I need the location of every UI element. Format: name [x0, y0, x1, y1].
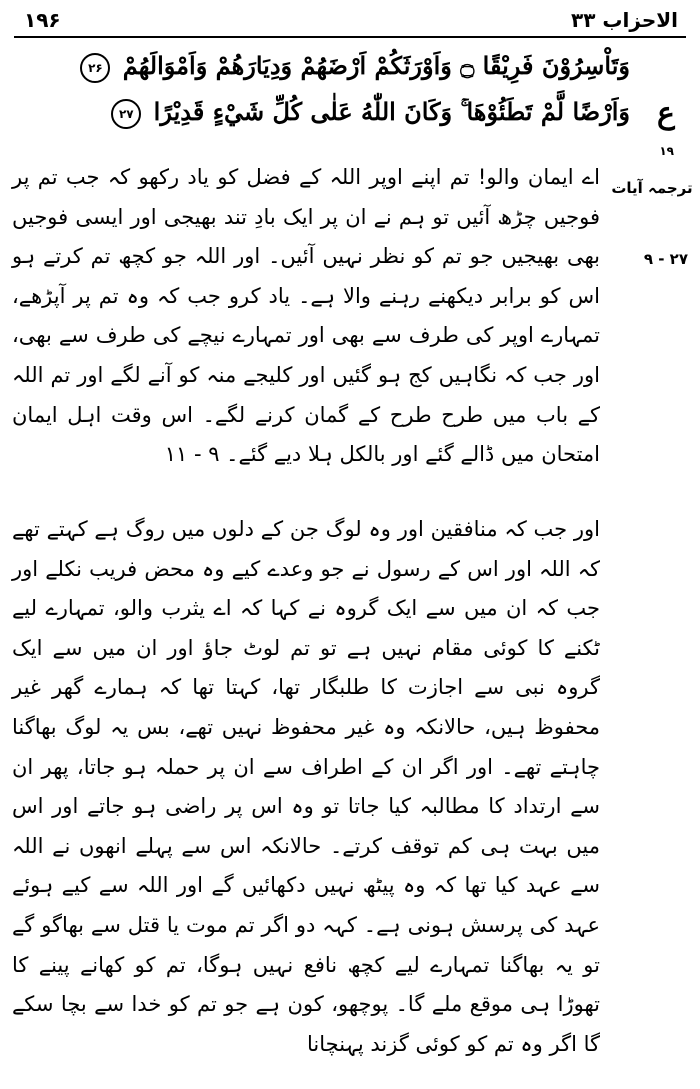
- translation-paragraph-2: [12, 510, 600, 1064]
- ayah-number-marker: ۲۶: [80, 53, 110, 83]
- arabic-verse-line-1: [10, 46, 630, 86]
- translation-paragraph-1: [12, 158, 600, 475]
- page-number: ۱۹۶: [24, 8, 61, 32]
- verse-range: ۹ - ۲۷: [643, 250, 688, 268]
- translation-text-1: اے ایمان والو! تم اپنے اوپر اللہ کے فضل کو یاد رکھو کہ جب تم پر فوجیں چڑھ آئیں تو ہم نے ان پر ایک بادِ تند بھیجی اور ایسی فوجیں بھی بھیجیں جو تم کو نظر نہیں آئیں۔ اور اللہ جو کچھ تم کرتے ہو اس کو برابر دیکھنے رہنے والا ہے۔ یاد کرو جب کہ وہ تم پر آپڑھے، تمہارے اوپر کی طرف سے بھی اور تمہارے نیچے کی طرف سے بھی، اور جب کہ نگاہیں کج ہو گئیں اور کلیجے منہ کو آنے لگے اور تم اللہ کے باب میں طرح طرح کے گمان کرنے لگے۔ اس وقت اہل ایمان امتحان میں ڈالے گئے اور بالکل ہلا دیے گئے۔ ۹ - ۱۱: [12, 165, 600, 467]
- arabic-text-1: وَتَاْسِرُوْنَ فَرِيْقًا ۝ وَاَوْرَثَكُمْ اَرْضَهُمْ وَدِيَارَهُمْ وَاَمْوَالَهُمْ: [122, 51, 630, 80]
- arabic-text-2: وَاَرْضًا لَّمْ تَطَئُوْهَا ۚ وَكَانَ اللّٰهُ عَلٰى كُلِّ شَيْءٍ قَدِيْرًا: [153, 97, 630, 126]
- surah-title: الاحزاب ۳۳: [571, 8, 678, 32]
- ayah-number-marker: ۲۷: [111, 99, 141, 129]
- page-header: [14, 6, 686, 34]
- header-divider: [14, 36, 686, 38]
- ruku-symbol: ع: [657, 96, 675, 131]
- arabic-verse-line-2: [10, 92, 630, 132]
- translation-text-2: اور جب کہ منافقین اور وہ لوگ جن کے دلوں میں روگ ہے کہتے تھے کہ اللہ اور اس کے رسول نے جو وعدے کیے وہ محض فریب نکلے اور جب کہ ان میں سے ایک گروہ نے کہا کہ اے یثرب والو، تمہارے لیے ٹکنے کا کوئی مقام نہیں ہے تو تم لوٹ جاؤ اور ان میں سے ایک گروہ نبی سے اجازت کا طلبگار تھا، کہتا تھا کہ ہمارے گھر غیر محفوظ ہیں، حالانکہ وہ غیر محفوظ نہیں تھے، بس یہ لوگ بھاگنا چاہتے تھے۔ اور اگر ان کے اطراف سے ان پر حملہ ہو جاتا، پھر ان سے ارتداد کا مطالبہ کیا جاتا تو وہ اس پر راضی ہو جاتے اور اس میں بہت ہی کم توقف کرتے۔ حالانکہ اس سے پہلے انھوں نے اللہ سے عہد کیا تھا کہ وہ پیٹھ نہیں دکھائیں گے اور اللہ سے کیے ہوئے عہد کی پرسش ہونی ہے۔ کہہ دو اگر تم موت یا قتل سے بھاگو گے تو یہ بھاگنا تمہارے لیے کچھ نافع نہیں ہوگا، تم کو کھانے پینے کا تھوڑا ہی موقع ملے گا۔ پوچھو، کون ہے جو تم کو خدا سے بچا سکے گا اگر وہ تم کو کوئی گزند پہنچانا: [12, 517, 600, 1056]
- ruku-number: ۱۹: [659, 144, 674, 158]
- translation-label: ترجمہ آیات: [611, 179, 693, 197]
